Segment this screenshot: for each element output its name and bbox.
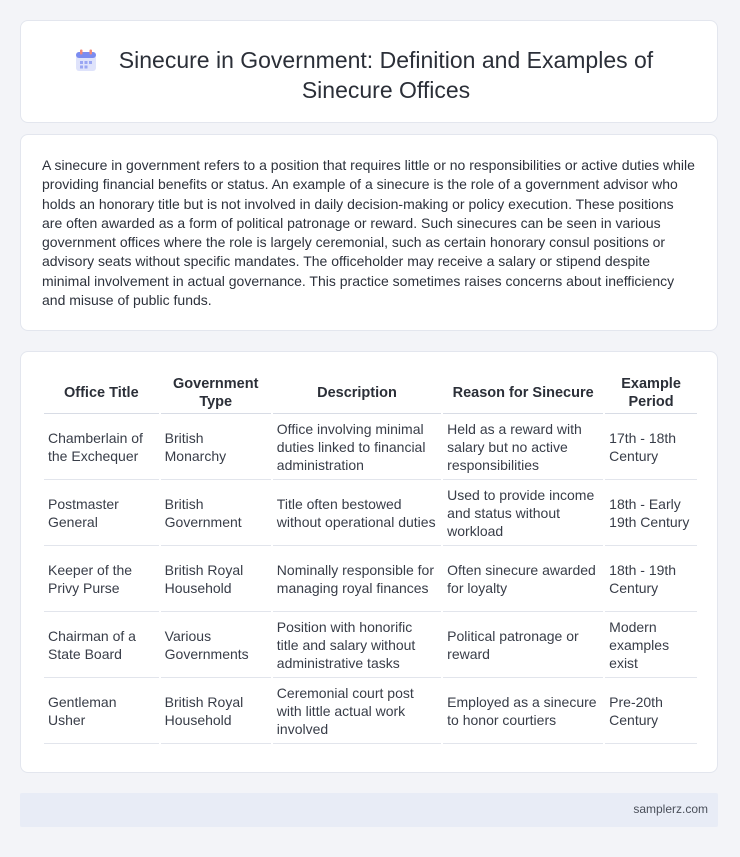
table-row (44, 546, 697, 612)
column-header-office-title: Office Title (44, 373, 159, 414)
cell-reason: Often sinecure awarded for loyalty (443, 546, 603, 612)
sinecure-table (42, 373, 699, 744)
cell-example-period: Modern examples exist (605, 612, 697, 678)
cell-description: Office involving minimal duties linked to financial administration (273, 414, 441, 480)
column-header-example-period: Example Period (605, 373, 697, 414)
footer-brand-link[interactable]: samplerz.com (633, 802, 708, 816)
column-header-reason: Reason for Sinecure (443, 373, 603, 414)
table-row (44, 612, 697, 678)
footer-bar (20, 793, 718, 827)
cell-office-title: Gentleman Usher (44, 678, 159, 744)
table-row (44, 414, 697, 480)
cell-reason: Held as a reward with salary but no active responsibilities (443, 414, 603, 480)
page-title: Sinecure in Government: Definition and Examples of Sinecure Offices (118, 47, 654, 103)
cell-description: Position with honorific title and salary without administrative tasks (273, 612, 441, 678)
cell-government-type: Various Governments (161, 612, 271, 678)
cell-government-type: British Royal Household (161, 678, 271, 744)
table-row (44, 480, 697, 546)
cell-office-title: Keeper of the Privy Purse (44, 546, 159, 612)
cell-example-period: 18th - Early 19th Century (605, 480, 697, 546)
cell-government-type: British Government (161, 480, 271, 546)
cell-government-type: British Monarchy (161, 414, 271, 480)
intro-card (20, 134, 718, 331)
cell-reason: Employed as a sinecure to honor courtiers (443, 678, 603, 744)
cell-description: Title often bestowed without operational duties (273, 480, 441, 546)
cell-government-type: British Royal Household (161, 546, 271, 612)
column-header-government-type: Government Type (161, 373, 271, 414)
column-header-description: Description (273, 373, 441, 414)
cell-description: Nominally responsible for managing royal finances (273, 546, 441, 612)
cell-example-period: Pre-20th Century (605, 678, 697, 744)
cell-example-period: 18th - 19th Century (605, 546, 697, 612)
cell-reason: Political patronage or reward (443, 612, 603, 678)
cell-office-title: Chamberlain of the Exchequer (44, 414, 159, 480)
table-header-row (44, 373, 697, 414)
cell-description: Ceremonial court post with little actual work involved (273, 678, 441, 744)
table-card (20, 351, 718, 773)
table-row (44, 678, 697, 744)
cell-reason: Used to provide income and status without workload (443, 480, 603, 546)
intro-paragraph: A sinecure in government refers to a position that requires little or no responsibilities or active duties while providing financial benefits or status. An example of a sinecure is the role of a government advisor who holds an honorary title but is not involved in daily decision-making or policy execution. These positions are often awarded as a form of political patronage or reward. Such sinecures can be seen in various government offices where the role is largely ceremonial, such as certain honorary consul positions or advisory seats without specific mandates. The officeholder may receive a salary or stipend despite minimal involvement in actual governance. This practice sometimes raises concerns about inefficiency and misuse of public funds. (42, 157, 695, 309)
cell-office-title: Postmaster General (44, 480, 159, 546)
cell-office-title: Chairman of a State Board (44, 612, 159, 678)
cell-example-period: 17th - 18th Century (605, 414, 697, 480)
header-card (20, 20, 718, 123)
